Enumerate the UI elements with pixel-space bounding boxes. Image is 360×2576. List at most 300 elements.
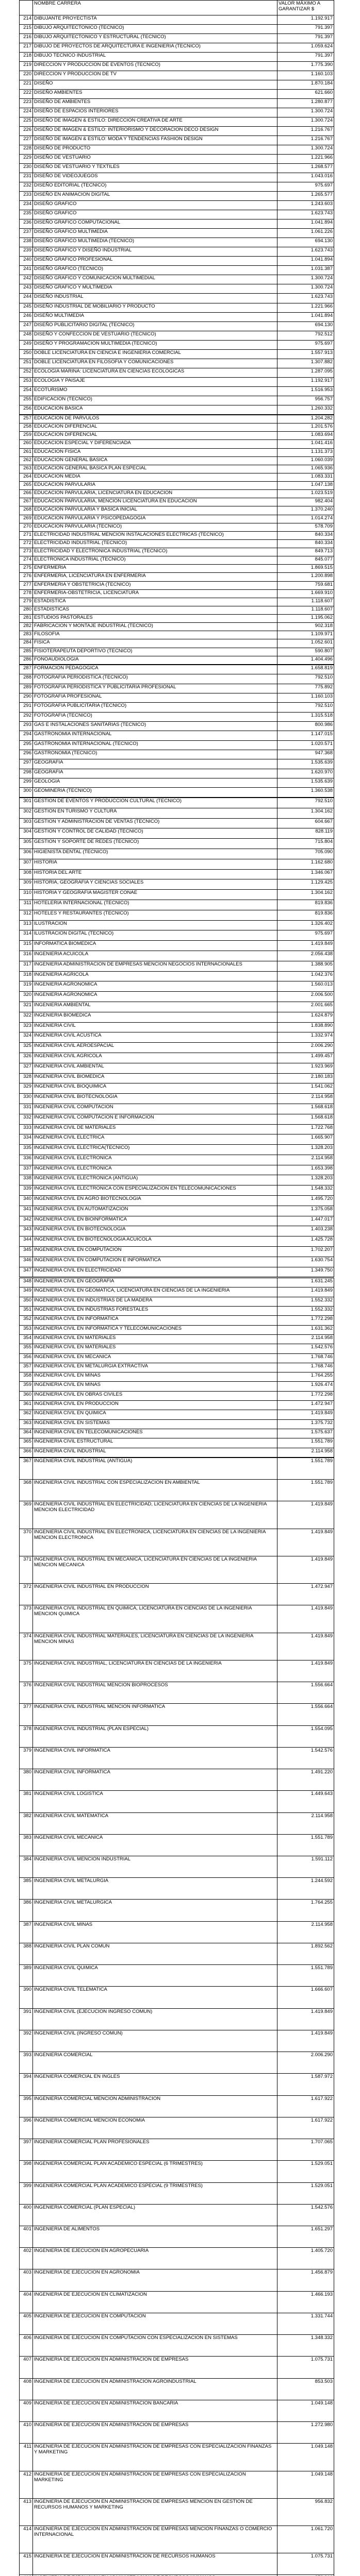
- table-row: [20, 182, 334, 192]
- row-number: 314: [20, 930, 33, 941]
- career-name: INGENIERIA CIVIL EN ELECTRICIDAD: [33, 1267, 277, 1277]
- max-value: 1.419.849: [277, 1633, 334, 1660]
- row-number: 329: [20, 1083, 33, 1094]
- table-row: [20, 1584, 334, 1605]
- career-name: GAS E INSTALACIONES SANITARIAS (TECNICO): [33, 722, 277, 731]
- row-number: 413: [20, 2498, 33, 2526]
- table-row: [20, 1196, 334, 1206]
- career-name: HOTELERIA INTERNACIONAL (TECNICO): [33, 900, 277, 910]
- max-value: 2.006.290: [277, 2052, 334, 2074]
- max-value: 1.375.732: [277, 1419, 334, 1429]
- career-name: FABRICACION Y MONTAJE INDUSTRIAL (TECNICO): [33, 623, 277, 631]
- career-name: INGENIERIA AMBIENTAL: [33, 1002, 277, 1012]
- row-number: 235: [20, 210, 33, 219]
- table-row: [20, 1900, 334, 1921]
- row-number: 307: [20, 859, 33, 869]
- max-value: 1.764.255: [277, 1372, 334, 1382]
- career-name: EDUCACION GENERAL BASICA PLAN ESPECIAL: [33, 465, 277, 473]
- table-row: [20, 2161, 334, 2182]
- table-row: [20, 981, 334, 992]
- row-number: 386: [20, 1900, 33, 1921]
- table-row: [20, 961, 334, 971]
- max-value: 1.923.969: [277, 1063, 334, 1073]
- max-value: 1.307.882: [277, 359, 334, 368]
- max-value: 1.300.724: [277, 108, 334, 117]
- table-row: [20, 1878, 334, 1900]
- row-number: 304: [20, 828, 33, 839]
- row-number: 299: [20, 778, 33, 788]
- max-value: 1.542.576: [277, 1747, 334, 1769]
- max-value: 791.397: [277, 53, 334, 62]
- max-value: 1.061.720: [277, 2526, 334, 2553]
- row-number: 366: [20, 1448, 33, 1457]
- career-name: EDIFICACION (TECNICO): [33, 396, 277, 405]
- table-row: [20, 2291, 334, 2313]
- table-row: [20, 1725, 334, 1747]
- table-row: [20, 1747, 334, 1769]
- table-row: [20, 1410, 334, 1419]
- max-value: 1.666.607: [277, 1987, 334, 2008]
- row-number: 224: [20, 108, 33, 117]
- table-row: [20, 1856, 334, 1877]
- career-name: ENFERMERIA-OBSTETRICIA, LICENCIATURA: [33, 589, 277, 598]
- max-value: 902.318: [277, 623, 334, 631]
- career-name: INGENIERIA CIVIL COMPUTACION E INFORMACION: [33, 1114, 277, 1124]
- career-name: INGENIERIA COMERCIAL PLAN ACADEMICO ESPECIAL (6 TRIMESTRES): [33, 2161, 277, 2182]
- row-number: 300: [20, 788, 33, 797]
- table-row: [20, 788, 334, 797]
- max-value: 1.268.577: [277, 164, 334, 173]
- career-name: INGENIERIA CIVIL EN INDUSTRIAS FORESTALES: [33, 1306, 277, 1315]
- row-number: 326: [20, 1053, 33, 1063]
- row-number: 315: [20, 941, 33, 951]
- row-number: 367: [20, 1458, 33, 1480]
- career-name: INGENIERIA CIVIL MINAS: [33, 1921, 277, 1943]
- row-number: 408: [20, 2378, 33, 2400]
- career-name: DISEÑO DE ESPACIOS INTERIORES: [33, 108, 277, 117]
- row-number: 370: [20, 1529, 33, 1556]
- table-row: [20, 1682, 334, 1704]
- row-number: 274: [20, 556, 33, 565]
- max-value: 1.315.518: [277, 712, 334, 721]
- max-value: 1.491.220: [277, 1769, 334, 1791]
- row-number: 261: [20, 448, 33, 456]
- max-value: 1.548.332: [277, 1185, 334, 1196]
- career-name: INGENIERIA CIVIL METALURGIA: [33, 1878, 277, 1900]
- row-number: 376: [20, 1682, 33, 1704]
- row-number: 322: [20, 1012, 33, 1022]
- career-name: INGENIERIA CIVIL INDUSTRIAL EN ELECTRICIDAD, LICENCIATURA EN CIENCIAS DE LA INGENIERIA MENCION ELECTRICIDAD: [33, 1501, 277, 1529]
- row-number: 264: [20, 473, 33, 481]
- max-value: 1.300.724: [277, 275, 334, 284]
- table-row: [20, 90, 334, 99]
- row-number: 281: [20, 615, 33, 623]
- table-row: [20, 606, 334, 614]
- row-number: 345: [20, 1247, 33, 1257]
- career-name: INGENIERIA CIVIL EN AUTOMATIZACION: [33, 1206, 277, 1216]
- max-value: 1.419.849: [277, 1501, 334, 1529]
- career-name: ELECTRICIDAD INDUSTRIAL MENCION INSTALACIONES ELECTRICAS (TECNICO): [33, 531, 277, 539]
- row-number: 375: [20, 1660, 33, 1682]
- career-name: INGENIERIA CIVIL EN MATERIALES: [33, 1334, 277, 1344]
- max-value: 1.554.095: [277, 1725, 334, 1747]
- max-value: 849.713: [277, 548, 334, 556]
- career-name: INGENIERIA CIVIL ESTRUCTURAL: [33, 1438, 277, 1448]
- max-value: 1.244.592: [277, 1878, 334, 1900]
- row-number: 271: [20, 531, 33, 539]
- max-value: 1.425.728: [277, 1236, 334, 1247]
- career-name: EDUCACION FISICA: [33, 448, 277, 456]
- table-row: [20, 648, 334, 656]
- career-name: INGENIERIA DE EJECUCION EN ADMINISTRACION AGROINDUSTRIAL: [33, 2378, 277, 2400]
- career-name: INGENIERIA COMERCIAL EN INGLES: [33, 2074, 277, 2095]
- table-row: [20, 2204, 334, 2226]
- max-value: 1.775.390: [277, 62, 334, 71]
- max-value: 1.419.849: [277, 1605, 334, 1633]
- row-number: 272: [20, 539, 33, 548]
- career-name: INGENIERIA CIVIL: [33, 1022, 277, 1032]
- row-number: 301: [20, 798, 33, 808]
- career-name: ECOTURISMO: [33, 386, 277, 396]
- max-value: 1.326.402: [277, 920, 334, 930]
- row-number: 230: [20, 164, 33, 173]
- career-name: INGENIERIA CIVIL QUIMICA: [33, 1965, 277, 1987]
- row-number: 286: [20, 656, 33, 664]
- max-value: 1.031.387: [277, 266, 334, 275]
- table-row: [20, 456, 334, 465]
- career-name: INGENIERIA CIVIL INDUSTRIAL EN QUIMICA, LICENCIATURA EN CIENCIAS DE LA INGENIERIA MENCION QUIMICA: [33, 1605, 277, 1633]
- career-name: GEOLOGIA: [33, 778, 277, 788]
- max-value: 1.560.013: [277, 981, 334, 992]
- career-name: INGENIERIA CIVIL (INGRESO COMUN): [33, 2030, 277, 2052]
- table-row: [20, 818, 334, 828]
- max-value: 1.346.067: [277, 869, 334, 879]
- max-value: 1.280.877: [277, 99, 334, 108]
- max-value: 1.516.953: [277, 386, 334, 396]
- career-name: INGENIERIA CIVIL DE MATERIALES: [33, 1124, 277, 1134]
- row-number: 390: [20, 1987, 33, 2008]
- table-row: [20, 808, 334, 818]
- table-row: [20, 531, 334, 539]
- career-name: ENFERMERIA Y OBSTETRICIA (TECNICO): [33, 581, 277, 589]
- max-value: 975.697: [277, 930, 334, 941]
- row-number: 246: [20, 312, 33, 321]
- table-row: [20, 1401, 334, 1410]
- career-name: ECOLOGIA MARINA: LICENCIATURA EN CIENCIAS ECOLOGICAS: [33, 368, 277, 377]
- table-row: [20, 615, 334, 623]
- career-name: GASTRONOMIA INTERNACIONAL (TECNICO): [33, 740, 277, 750]
- table-row: [20, 266, 334, 275]
- table-row: [20, 1002, 334, 1012]
- row-number: 337: [20, 1165, 33, 1175]
- row-number: 331: [20, 1104, 33, 1114]
- row-number: 216: [20, 34, 33, 43]
- row-number: 415: [20, 2553, 33, 2575]
- max-value: 1.620.970: [277, 769, 334, 778]
- career-name: INGENIERIA CIVIL METALURGICA: [33, 1900, 277, 1921]
- table-row: [20, 1267, 334, 1277]
- max-value: 1.192.917: [277, 15, 334, 25]
- table-row: [20, 992, 334, 1002]
- row-number: 289: [20, 684, 33, 693]
- max-value: 1.722.768: [277, 1124, 334, 1134]
- max-value: 1.260.332: [277, 405, 334, 414]
- max-value: 792.510: [277, 674, 334, 684]
- table-row: [20, 2357, 334, 2378]
- career-name: INGENIERIA CIVIL MECANICA: [33, 1834, 277, 1856]
- row-number: 350: [20, 1297, 33, 1306]
- career-name: INGENIERIA CIVIL EN OBRAS CIVILES: [33, 1391, 277, 1400]
- career-name: EDUCACION PARVULARIA, MENCION LICENCIATURA EN EDUCACION: [33, 498, 277, 506]
- career-name: INGENIERIA BIOMEDICA: [33, 1012, 277, 1022]
- row-number: 232: [20, 182, 33, 192]
- career-name: HISTORIA: [33, 859, 277, 869]
- table-row: [20, 482, 334, 490]
- max-value: 759.681: [277, 581, 334, 589]
- table-row: [20, 693, 334, 703]
- row-number: 344: [20, 1236, 33, 1247]
- max-value: 1.447.017: [277, 1216, 334, 1226]
- row-number: 381: [20, 1791, 33, 1812]
- table-row: [20, 1769, 334, 1791]
- row-number: 394: [20, 2074, 33, 2095]
- max-value: 1.061.226: [277, 229, 334, 238]
- career-name: INGENIERIA CIVIL EN COMPUTACION E INFORMATICA: [33, 1257, 277, 1267]
- max-value: 792.510: [277, 798, 334, 808]
- row-number: 214: [20, 15, 33, 25]
- max-value: 1.328.203: [277, 1145, 334, 1155]
- row-number: 346: [20, 1257, 33, 1267]
- career-name: INGENIERIA CIVIL BIOTECNOLOGIA: [33, 1094, 277, 1104]
- table-row: [20, 1363, 334, 1372]
- max-value: 1.200.898: [277, 573, 334, 581]
- table-row: [20, 859, 334, 869]
- row-number: 249: [20, 340, 33, 349]
- table-row: [20, 432, 334, 440]
- table-row: [20, 556, 334, 565]
- career-name: DISEÑO GRAFICO PROFESIONAL: [33, 257, 277, 266]
- max-value: 1.542.576: [277, 1344, 334, 1353]
- table-row: [20, 247, 334, 257]
- records-table-block: [19, 1458, 334, 2576]
- table-row: [20, 80, 334, 90]
- table-row: [20, 1306, 334, 1315]
- career-name: INGENIERIA DE EJECUCION EN ADMINISTRACION DE EMPRESAS CON ESPECIALIZACION MARKETING: [33, 2471, 277, 2498]
- row-number: 373: [20, 1605, 33, 1633]
- max-value: 1.541.062: [277, 1083, 334, 1094]
- career-name: INGENIERIA CIVIL ELECTRONICA: [33, 1155, 277, 1165]
- row-number: 353: [20, 1325, 33, 1334]
- table-row: [20, 1206, 334, 1216]
- row-number: 396: [20, 2117, 33, 2139]
- max-value: 1.617.922: [277, 2095, 334, 2117]
- max-value: 2.114.958: [277, 1334, 334, 1344]
- table-row: [20, 136, 334, 145]
- career-name: INGENIERIA CIVIL PLAN COMUN: [33, 1943, 277, 1964]
- career-name: INGENIERIA DE EJECUCION EN ADMINISTRACION DE RECURSOS HUMANOS: [33, 2553, 277, 2575]
- table-row: [20, 201, 334, 210]
- career-name: DISEÑO GRAFICO MULTIMEDIA (TECNICO): [33, 238, 277, 247]
- table-row: [20, 331, 334, 340]
- career-name: ECOLOGIA Y PAISAJE: [33, 377, 277, 386]
- table-row: [20, 108, 334, 117]
- max-value: 715.804: [277, 839, 334, 849]
- table-row: [20, 164, 334, 173]
- row-number: 238: [20, 238, 33, 247]
- table-row: [20, 839, 334, 849]
- row-number: 400: [20, 2204, 33, 2226]
- max-value: 1.575.637: [277, 1429, 334, 1438]
- max-value: 2.114.958: [277, 1812, 334, 1834]
- table-row: [20, 1175, 334, 1185]
- career-name: ELECTRONICA INDUSTRIAL (TECNICO): [33, 556, 277, 565]
- row-number: 333: [20, 1124, 33, 1134]
- table-row: [20, 34, 334, 43]
- career-name: INGENIERIA CIVIL INDUSTRIAL MENCION BIOPROCESOS: [33, 1682, 277, 1704]
- table-row: [20, 869, 334, 879]
- career-name: INGENIERIA CIVIL EN MINAS: [33, 1372, 277, 1382]
- max-value: 1.049.148: [277, 2400, 334, 2421]
- career-name: DISEÑO MULTIMEDIA: [33, 312, 277, 321]
- max-value: 840.334: [277, 539, 334, 548]
- max-value: 1.405.720: [277, 2248, 334, 2269]
- career-name: DISEÑO DE VESTUARIO: [33, 155, 277, 164]
- max-value: 1.556.664: [277, 1704, 334, 1725]
- career-name: DISEÑO GRAFICO COMPUTACIONAL: [33, 219, 277, 229]
- career-name: INGENIERIA CIVIL INDUSTRIAL EN MECANICA, LICENCIATURA EN CIENCIAS DE LA INGENIERIA MENCION MECANICA: [33, 1556, 277, 1583]
- table-row: [20, 1353, 334, 1363]
- career-name: DISEÑO: [33, 80, 277, 90]
- max-value: 956.757: [277, 396, 334, 405]
- career-name: DISEÑO Y PROGRAMACION MULTIMEDIA (TECNICO): [33, 340, 277, 349]
- max-value: 1.160.103: [277, 71, 334, 80]
- row-number: 263: [20, 465, 33, 473]
- row-number: 251: [20, 359, 33, 368]
- table-row: [20, 1134, 334, 1145]
- row-number: 227: [20, 136, 33, 145]
- table-row: [20, 1448, 334, 1457]
- table-row: [20, 941, 334, 951]
- row-number: 248: [20, 331, 33, 340]
- max-value: 1.020.571: [277, 740, 334, 750]
- table-row: [20, 127, 334, 136]
- max-value: 1.535.639: [277, 778, 334, 788]
- career-name: DISEÑO GRAFICO MULTIMEDIA: [33, 229, 277, 238]
- row-number: 221: [20, 80, 33, 90]
- row-number: 228: [20, 145, 33, 155]
- row-number: 404: [20, 2291, 33, 2313]
- career-name: INGENIERIA DE EJECUCION EN ADMINISTRACION BANCARIA: [33, 2400, 277, 2421]
- max-value: 1.075.731: [277, 2553, 334, 2575]
- max-value: 791.397: [277, 25, 334, 34]
- max-value: 1.551.789: [277, 1458, 334, 1480]
- max-value: 2.180.183: [277, 1073, 334, 1083]
- max-value: 1.300.724: [277, 145, 334, 155]
- max-value: 1.201.576: [277, 423, 334, 432]
- career-name: INGENIERIA AGRICOLA: [33, 971, 277, 981]
- max-value: 1.403.238: [277, 1226, 334, 1236]
- row-number: 270: [20, 523, 33, 531]
- career-name: DISEÑO GRAFICO: [33, 201, 277, 210]
- row-number: 397: [20, 2139, 33, 2161]
- career-name: FOTOGRAFIA (TECNICO): [33, 712, 277, 721]
- row-number: 280: [20, 606, 33, 614]
- table-row: [20, 849, 334, 859]
- max-value: 1.304.162: [277, 890, 334, 900]
- table-row: [20, 1382, 334, 1391]
- career-name: INFORMATICA BIOMEDICA: [33, 941, 277, 951]
- row-number: 278: [20, 589, 33, 598]
- header-career-name: NOMBRE CARRERA: [33, 1, 277, 15]
- table-row: [20, 368, 334, 377]
- max-value: 1.349.750: [277, 1267, 334, 1277]
- max-value: 1.328.203: [277, 1175, 334, 1185]
- row-number: 324: [20, 1032, 33, 1043]
- career-name: INGENIERIA CIVIL EN MECANICA: [33, 1353, 277, 1363]
- max-value: 1.304.162: [277, 808, 334, 818]
- row-number: 229: [20, 155, 33, 164]
- career-name: DISEÑO GRAFICO Y MULTIMEDIA: [33, 284, 277, 294]
- row-number: 317: [20, 961, 33, 971]
- max-value: 1.043.016: [277, 173, 334, 182]
- career-name: INGENIERIA CIVIL MATEMATICA: [33, 1812, 277, 1834]
- header-row: [20, 1, 334, 15]
- max-value: 1.192.917: [277, 377, 334, 386]
- max-value: 1.375.058: [277, 1206, 334, 1216]
- max-value: 1.047.138: [277, 482, 334, 490]
- row-number: 363: [20, 1419, 33, 1429]
- max-value: 2.006.290: [277, 1043, 334, 1053]
- career-name: EDUCACION DIFERENCIAL: [33, 432, 277, 440]
- table-row: [20, 589, 334, 598]
- table-row: [20, 910, 334, 920]
- row-number: 265: [20, 482, 33, 490]
- table-row: [20, 1458, 334, 1480]
- max-value: 1.669.910: [277, 589, 334, 598]
- max-value: 1.419.849: [277, 1410, 334, 1419]
- career-name: EDUCACION PARVULARIA Y BASICA INICIAL: [33, 506, 277, 515]
- row-number: 250: [20, 349, 33, 359]
- max-value: 1.041.894: [277, 219, 334, 229]
- career-name: DIRECCION Y PRODUCCION DE EVENTOS (TECNICO): [33, 62, 277, 71]
- table-row: [20, 2422, 334, 2444]
- row-number: 378: [20, 1725, 33, 1747]
- career-name: DISEÑO EN ANIMACION DIGITAL: [33, 192, 277, 201]
- max-value: 1.265.577: [277, 192, 334, 201]
- career-name: GASTRONOMIA INTERNACIONAL: [33, 731, 277, 740]
- max-value: 1.014.274: [277, 515, 334, 523]
- row-number: 389: [20, 1965, 33, 1987]
- career-name: DIBUJANTE PROYECTISTA: [33, 15, 277, 25]
- table-row: [20, 2117, 334, 2139]
- table-row: [20, 639, 334, 648]
- row-number: 414: [20, 2526, 33, 2553]
- row-number: 402: [20, 2248, 33, 2269]
- max-value: 1.195.062: [277, 615, 334, 623]
- table-row: [20, 210, 334, 219]
- max-value: 1.023.519: [277, 490, 334, 498]
- table-row: [20, 99, 334, 108]
- max-value: 1.348.332: [277, 2335, 334, 2357]
- row-number: 219: [20, 62, 33, 71]
- row-number: 225: [20, 117, 33, 127]
- max-value: 1.118.607: [277, 598, 334, 606]
- table-row: [20, 623, 334, 631]
- table-row: [20, 2095, 334, 2117]
- table-row: [20, 1791, 334, 1812]
- max-value: 792.512: [277, 331, 334, 340]
- career-name: INGENIERIA DE EJECUCION EN AGROPECUARIA: [33, 2248, 277, 2269]
